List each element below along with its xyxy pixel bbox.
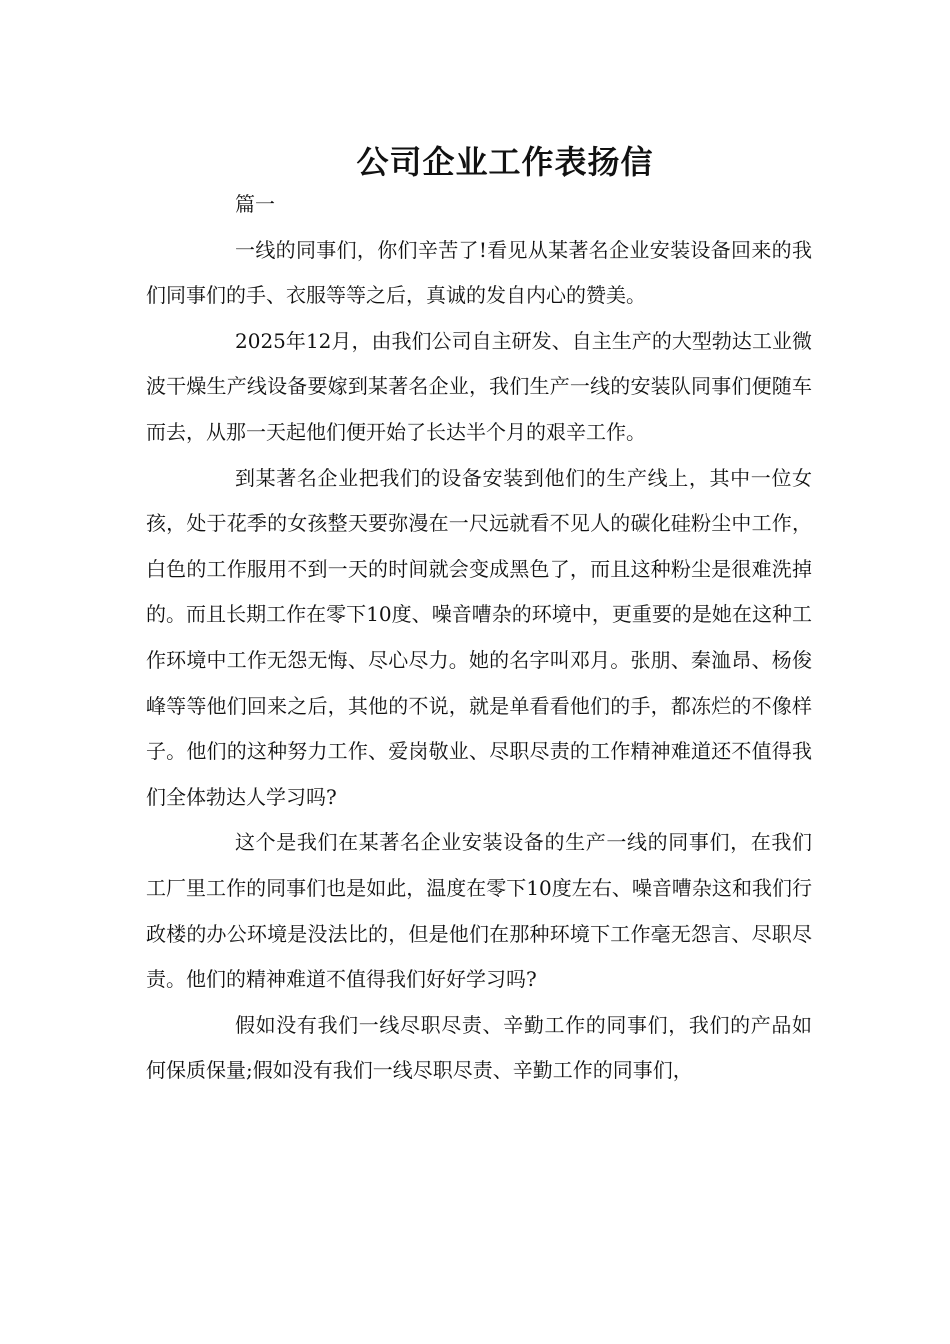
document-body bbox=[146, 182, 812, 1094]
paragraph: 到某著名企业把我们的设备安装到他们的生产线上，其中一位女孩，处于花季的女孩整天要弥漫在一尺远就看不见人的碳化硅粉尘中工作，白色的工作服用不到一天的时间就会变成黑色了，而且这种粉尘是很难洗掉的。而且长期工作在零下10度、噪音嘈杂的环境中，更重要的是她在这种工作环境中工作无怨无悔、尽心尽力。她的名字叫邓月。张朋、秦洫昂、杨俊峰等等他们回来之后，其他的不说，就是单看看他们的手，都冻烂的不像样子。他们的这种努力工作、爱岗敬业、尽职尽责的工作精神难道还不值得我们全体勃达人学习吗? bbox=[146, 465, 812, 809]
paragraph: 假如没有我们一线尽职尽责、辛勤工作的同事们，我们的产品如何保质保量;假如没有我们一线尽职尽责、辛勤工作的同事们， bbox=[146, 1012, 812, 1083]
paragraph-heading: 篇一 bbox=[235, 192, 275, 216]
document-title: 公司企业工作表扬信 bbox=[356, 143, 654, 182]
paragraph: 一线的同事们，你们辛苦了!看见从某著名企业安装设备回来的我们同事们的手、衣服等等之后，真诚的发自内心的赞美。 bbox=[146, 237, 812, 308]
paragraph: 2025年12月，由我们公司自主研发、自主生产的大型勃达工业微波干燥生产线设备要嫁到某著名企业，我们生产一线的安装队同事们便随车而去，从那一天起他们便开始了长达半个月的艰辛工作。 bbox=[146, 328, 812, 444]
paragraph: 这个是我们在某著名企业安装设备的生产一线的同事们，在我们工厂里工作的同事们也是如此，温度在零下10度左右、噪音嘈杂这和我们行政楼的办公环境是没法比的，但是他们在那种环境下工作毫无怨言、尽职尽责。他们的精神难道不值得我们好好学习吗? bbox=[146, 830, 812, 992]
